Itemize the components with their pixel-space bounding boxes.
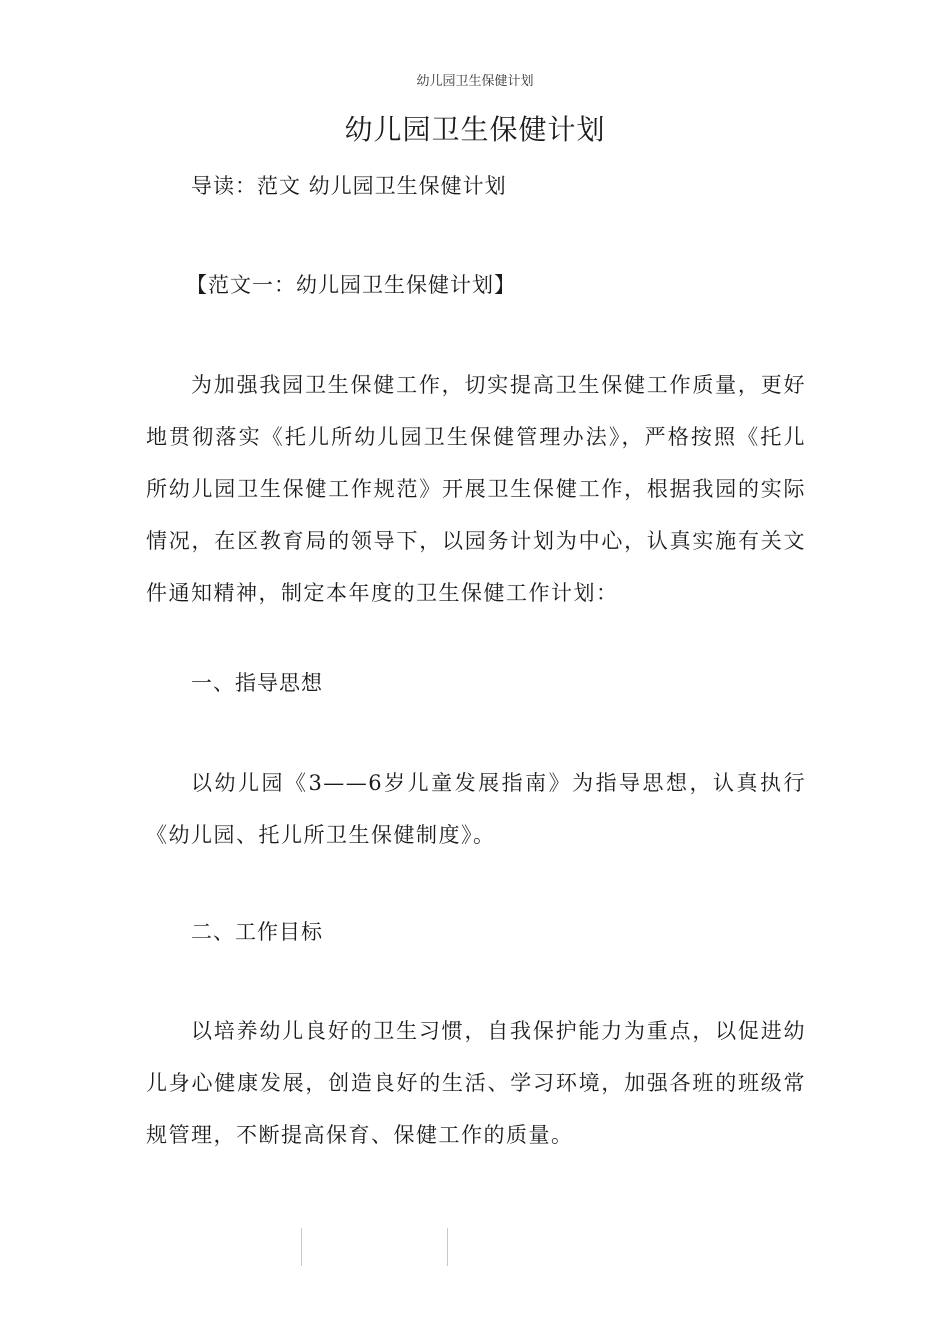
footer-divider-right xyxy=(447,1228,448,1266)
running-header: 幼儿园卫生保健计划 xyxy=(416,74,534,89)
intro-paragraph: 为加强我园卫生保健工作，切实提高卫生保健工作质量，更好地贯彻落实《托儿所幼儿园卫生保健管理办法》，严格按照《托儿所幼儿园卫生保健工作规范》开展卫生保健工作，根据我园的实际情况，在区教育局的领导下，以园务计划为中心，认真实施有关文件通知精神，制定本年度的卫生保健工作计划： xyxy=(146,373,806,605)
lead-text: 导读：范文 幼儿园卫生保健计划 xyxy=(191,174,507,198)
paragraph-guiding-thought: 以幼儿园《3——6岁儿童发展指南》为指导思想，认真执行《幼儿园、托儿所卫生保健制度》。 xyxy=(146,771,806,847)
heading-guiding-thought: 一、指导思想 xyxy=(191,671,323,695)
paragraph-work-goals: 以培养幼儿良好的卫生习惯，自我保护能力为重点，以促进幼儿身心健康发展，创造良好的生活、学习环境，加强各班的班级常规管理，不断提高保育、保健工作的质量。 xyxy=(146,1019,806,1147)
document-title: 幼儿园卫生保健计划 xyxy=(344,113,606,146)
heading-work-goals: 二、工作目标 xyxy=(191,920,323,944)
footer-divider-left xyxy=(301,1228,302,1266)
section-heading: 【范文一：幼儿园卫生保健计划】 xyxy=(186,273,516,297)
